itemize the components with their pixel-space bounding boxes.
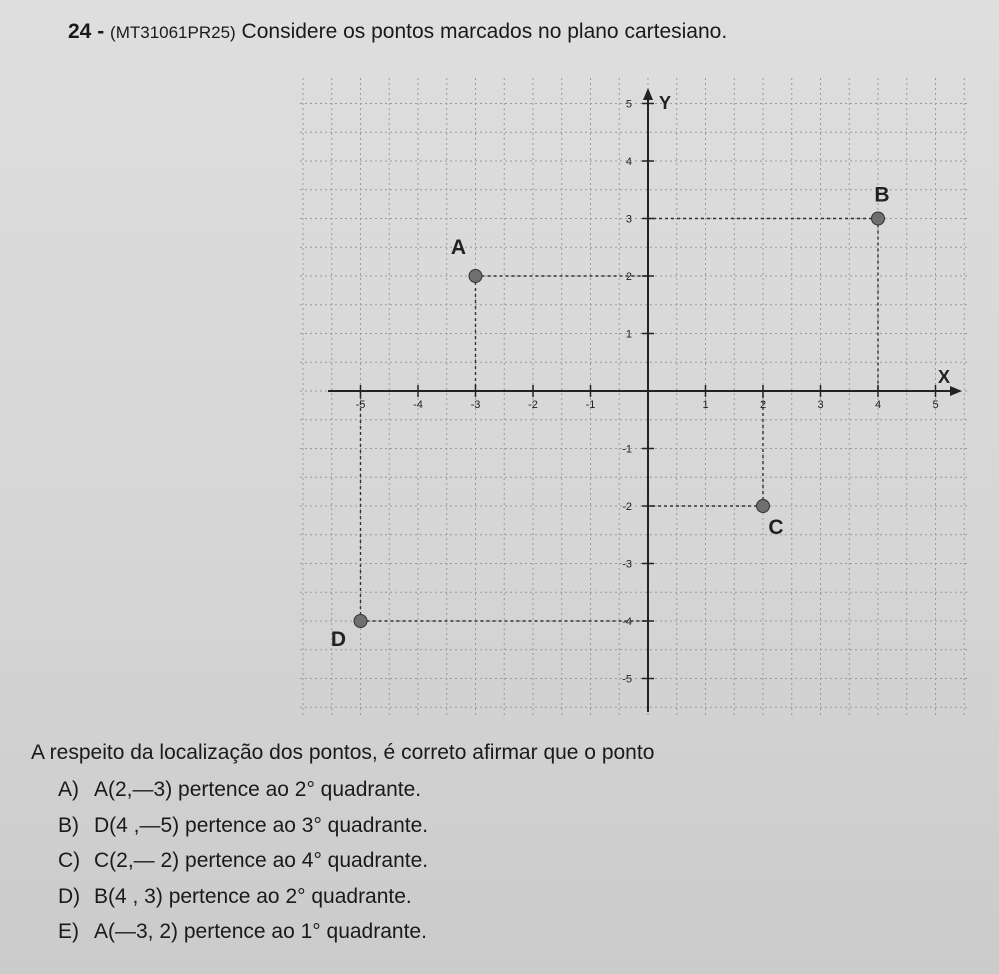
option-letter: D) xyxy=(58,884,81,908)
y-tick-label: -1 xyxy=(622,443,632,456)
point-a xyxy=(469,270,482,283)
point-label: B xyxy=(874,183,890,207)
x-tick-label: 4 xyxy=(874,399,882,411)
option-text: C(2,— 2) pertence ao 4° quadrante. xyxy=(94,849,429,872)
y-tick-label: 2 xyxy=(625,271,632,283)
question-code: (MT31061PR25) xyxy=(110,23,236,42)
point-label: A xyxy=(450,236,467,259)
y-tick-label: -2 xyxy=(622,501,632,513)
x-tick-label: 3 xyxy=(817,399,824,411)
option-e[interactable] xyxy=(58,920,428,956)
axes xyxy=(328,88,962,712)
tick-labels xyxy=(356,93,950,686)
answer-options xyxy=(58,778,428,956)
x-tick-label: 2 xyxy=(759,399,767,411)
option-d[interactable] xyxy=(58,885,428,921)
question-text: Considere os pontos marcados no plano cartesiano. xyxy=(241,20,728,43)
option-letter: B) xyxy=(58,813,79,837)
y-tick-label: -5 xyxy=(622,673,632,686)
y-tick-label: -4 xyxy=(622,616,632,628)
option-letter: E) xyxy=(58,920,79,943)
point-label: D xyxy=(330,628,347,651)
points xyxy=(331,184,890,652)
option-a[interactable] xyxy=(58,778,428,814)
option-text: D(4 ,—5) pertence ao 3° quadrante. xyxy=(94,813,429,837)
x-tick-label: -3 xyxy=(470,399,481,411)
x-tick-label: 1 xyxy=(702,399,709,411)
y-tick-label: 5 xyxy=(625,98,632,111)
x-axis-label: X xyxy=(938,367,951,387)
option-text: A(—3, 2) pertence ao 1° quadrante. xyxy=(94,920,427,943)
point-label: C xyxy=(768,516,784,539)
x-tick-label: 5 xyxy=(932,399,939,411)
y-tick-label: 1 xyxy=(625,328,632,341)
y-axis-label: Y xyxy=(659,93,672,113)
point-c xyxy=(757,500,770,513)
y-tick-label: -3 xyxy=(622,558,632,571)
x-axis-arrow xyxy=(950,386,962,396)
question-number: 24 - xyxy=(68,20,105,43)
option-b[interactable] xyxy=(58,814,428,850)
x-tick-label: -4 xyxy=(413,399,423,411)
point-b xyxy=(872,212,885,225)
point-d xyxy=(354,615,367,628)
option-text: A(2,—3) pertence ao 2° quadrante. xyxy=(94,778,422,801)
x-tick-label: -2 xyxy=(528,399,538,411)
x-tick-label: -5 xyxy=(355,399,366,411)
grid xyxy=(300,78,970,716)
option-letter: C) xyxy=(58,849,81,872)
option-letter: A) xyxy=(58,778,79,801)
y-axis-arrow xyxy=(643,88,653,100)
question-prompt: A respeito da localização dos pontos, é correto afirmar que o ponto xyxy=(31,741,655,764)
x-tick-label: -1 xyxy=(585,399,596,411)
y-tick-label: 4 xyxy=(625,156,632,168)
y-tick-label: 3 xyxy=(625,213,632,226)
option-c[interactable] xyxy=(58,849,428,885)
option-text: B(4 , 3) pertence ao 2° quadrante. xyxy=(94,884,412,908)
